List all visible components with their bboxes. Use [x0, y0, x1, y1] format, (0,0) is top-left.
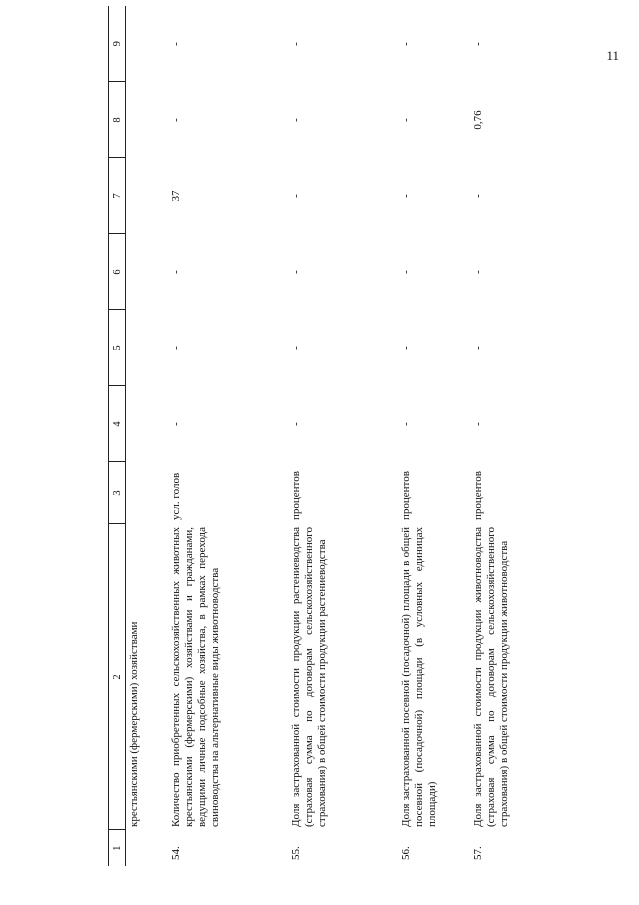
table-row — [168, 6, 288, 866]
column-header: 9 — [109, 6, 126, 82]
value-cell: - — [170, 118, 182, 122]
column-header: 5 — [109, 310, 126, 386]
column-header: 4 — [109, 386, 126, 462]
value-cell — [126, 158, 169, 234]
indicator-table-rotated — [108, 41, 526, 866]
value-cell: - — [400, 422, 412, 426]
row-number: 56. — [400, 846, 412, 860]
value-cell: - — [170, 422, 182, 426]
value-cell: - — [472, 270, 484, 274]
value-cell — [126, 6, 169, 82]
value-cell: 37 — [170, 190, 182, 202]
column-header: 1 — [109, 830, 126, 866]
row-number: 54. — [170, 846, 182, 860]
row-number: 57. — [472, 846, 484, 860]
table-row — [126, 6, 169, 866]
value-cell: - — [472, 42, 484, 46]
value-cell: - — [400, 42, 412, 46]
value-cell: - — [400, 270, 412, 274]
unit-cell: процентов — [472, 471, 484, 520]
value-cell: - — [290, 194, 302, 198]
value-cell — [126, 82, 169, 158]
value-cell: - — [170, 42, 182, 46]
value-cell: - — [472, 422, 484, 426]
table-row — [398, 6, 470, 866]
unit-cell — [126, 462, 169, 524]
value-cell: - — [472, 194, 484, 198]
column-header: 6 — [109, 234, 126, 310]
table-row — [288, 6, 398, 866]
unit-cell: процентов — [290, 471, 302, 520]
value-cell: - — [290, 346, 302, 350]
unit-cell: процентов — [400, 471, 412, 520]
value-cell: - — [400, 194, 412, 198]
indicator-name: Доля застрахованной стоимости продукции животноводства (страховая сумма по договорам сельскохозяйственного страхования) в общей стоимости продукции животноводства — [472, 527, 510, 827]
unit-cell: усл. голов — [170, 472, 182, 520]
value-cell: - — [290, 118, 302, 122]
value-cell: - — [472, 346, 484, 350]
row-number — [126, 830, 169, 866]
page-number: 11 — [606, 48, 619, 63]
indicator-name: крестьянскими (фермерскими) хозяйствами — [128, 621, 140, 827]
value-cell: - — [290, 42, 302, 46]
value-cell: - — [170, 346, 182, 350]
value-cell: - — [400, 118, 412, 122]
indicator-name: Количество приобретенных сельскохозяйственных животных крестьянскими (фермерскими) хозяйствами и гражданами, ведущими личные подсобные хозяйства, в рамках перехода свиноводства на альтернативные виды животноводства — [170, 527, 221, 827]
value-cell: 0,76 — [472, 110, 484, 130]
value-cell: - — [170, 270, 182, 274]
value-cell — [126, 386, 169, 462]
column-header: 3 — [109, 462, 126, 524]
indicator-name: Доля застрахованной стоимости продукции растениеводства (страховая сумма по договорам сельскохозяйственного страхования) в общей стоимости продукции растениеводства — [290, 527, 328, 827]
value-cell: - — [400, 346, 412, 350]
column-header: 7 — [109, 158, 126, 234]
column-header: 2 — [109, 524, 126, 830]
value-cell: - — [290, 270, 302, 274]
value-cell — [126, 310, 169, 386]
column-header: 8 — [109, 82, 126, 158]
indicator-table — [108, 6, 552, 866]
row-number: 55. — [290, 846, 302, 860]
table-row — [470, 6, 552, 866]
value-cell — [126, 234, 169, 310]
table-header-row — [109, 6, 126, 866]
indicator-name: Доля застрахованной посевной (посадочной) площади в общей посевной (посадочной) площади (в условных единицах площади) — [400, 527, 438, 827]
value-cell: - — [290, 422, 302, 426]
